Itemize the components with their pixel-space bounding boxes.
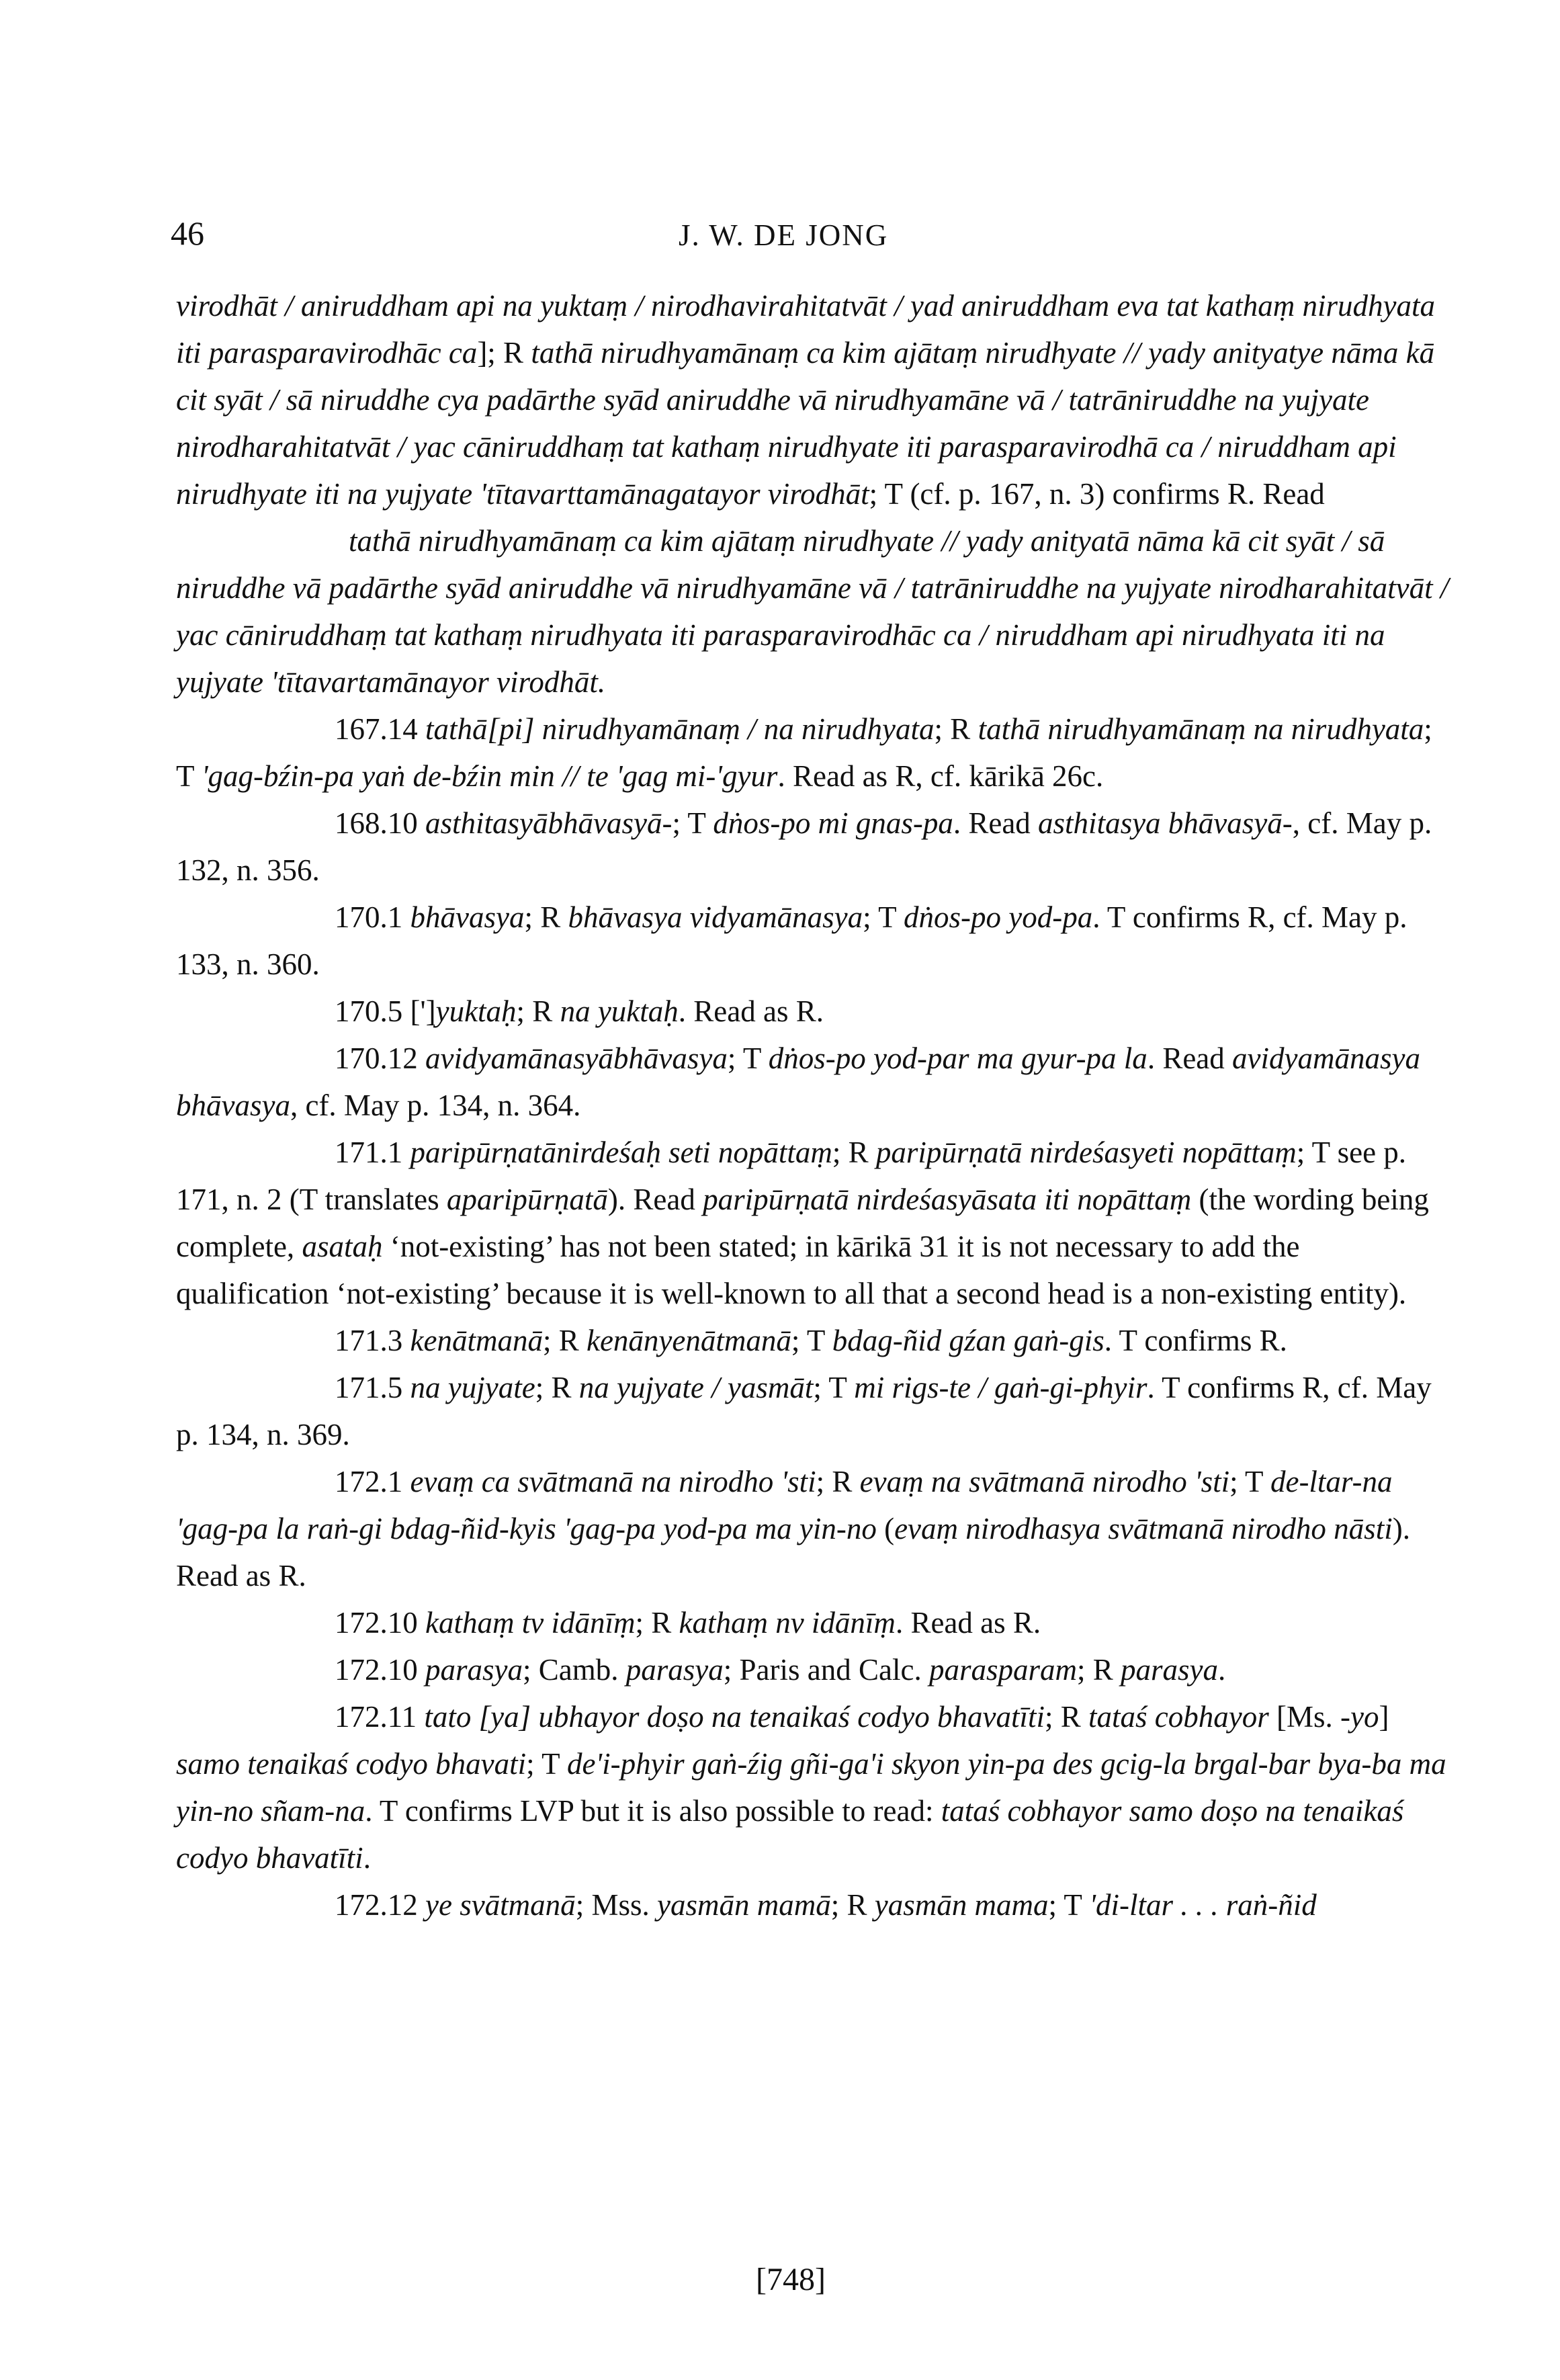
text-italic: na yujyate — [410, 1371, 535, 1404]
text: ]; R — [477, 336, 531, 370]
note-reference: 172.11 — [335, 1700, 417, 1734]
text-italic: bhāvasya — [410, 900, 525, 934]
text: ; R — [832, 1136, 876, 1169]
text-italic: de'i-phyir gaṅ-źig gñi-ga'i skyon yin-pa des gcig-la brgal-bar bya-ba ma yin-no sñam-na — [176, 1747, 1446, 1828]
text: . T confirms LVP but it is also possible to read: — [365, 1794, 941, 1828]
text: , cf. May p. 134, n. 364. — [290, 1089, 581, 1122]
text-italic: kenānyenātmanā — [586, 1324, 791, 1357]
text: ; R — [1077, 1653, 1121, 1687]
note-entry — [176, 1881, 1453, 1928]
text-italic: paripūrṇatā nirdeśasyāsata iti nopāttaṃ — [703, 1183, 1192, 1216]
text: ; R — [635, 1606, 679, 1640]
text: ; Paris and Calc. — [723, 1653, 929, 1687]
text-italic: -yo — [1340, 1700, 1379, 1734]
page-number: 46 — [171, 214, 204, 252]
text: ] — [1379, 1700, 1389, 1734]
text-italic: dṅos-po yod-pa — [904, 900, 1093, 934]
paragraph-reading — [176, 517, 1453, 706]
note-entry — [176, 1364, 1453, 1458]
text-italic: paripūrṇatā nirdeśasyeti nopāttaṃ — [875, 1136, 1297, 1169]
text: ; T — [727, 1042, 769, 1075]
text: ; T — [1229, 1465, 1270, 1498]
text-italic: tathā nirudhyamānaṃ ca kim ajātaṃ nirudhyate // yady anityatā nāma kā cit syāt / sā niruddhe vā padārthe syād aniruddhe vā nirudhyamāne vā / tatrāniruddhe na yujyate nirodharahitatvāt / yac cāniruddhaṃ tat kathaṃ nirudhyata iti parasparavirodhāc ca / niruddham api nirudhyata iti na yujyate 'tītavartamānayor virodhāt. — [176, 524, 1449, 699]
text-italic: dṅos-po mi gnas-pa — [713, 806, 953, 840]
text-italic: tataś cobhayor — [1088, 1700, 1269, 1734]
text-italic: yasmān mamā — [656, 1888, 831, 1922]
text: ). Read — [607, 1183, 703, 1216]
note-reference: 171.1 — [335, 1136, 403, 1169]
text-italic: parasparam — [928, 1653, 1077, 1687]
note-entry — [176, 1458, 1453, 1599]
text-italic: kenātmanā — [410, 1324, 543, 1357]
text-italic: parasya — [425, 1653, 523, 1687]
text: ; T — [813, 1371, 855, 1404]
text: . T confirms R, cf. May p. 133, n. 360. — [176, 900, 1407, 981]
text-italic: tataś cobhayor samo doṣo na tenaikaś codyo bhavatīti — [176, 1794, 1404, 1875]
text-italic: evaṃ na svātmanā nirodho 'sti — [859, 1465, 1230, 1498]
note-reference: 170.12 — [335, 1042, 418, 1075]
text-italic: 'gag-bźin-pa yaṅ de-bźin min // te 'gag mi-'gyur — [201, 759, 778, 793]
text-italic: kathaṃ nv idānīṃ — [679, 1606, 896, 1640]
note-entry — [176, 1646, 1453, 1693]
text-italic: tato [ya] ubhayor doṣo na tenaikaś codyo bhavatīti — [424, 1700, 1045, 1734]
text: ). Read as R. — [176, 1512, 1410, 1592]
text: . — [363, 1841, 371, 1875]
text-italic: aparipūrṇatā — [446, 1183, 608, 1216]
text-italic: parasya — [625, 1653, 724, 1687]
text-italic: asthitasyābhāvasyā- — [425, 806, 673, 840]
text-italic: na yujyate / yasmāt — [578, 1371, 814, 1404]
text-italic: tathā nirudhyamānaṃ na nirudhyata — [978, 712, 1424, 746]
text-italic: yuktaḥ — [435, 994, 517, 1028]
note-reference: 171.3 — [335, 1324, 403, 1357]
note-entry — [176, 706, 1453, 800]
text-italic: tathā — [425, 712, 488, 746]
text-italic: kathaṃ tv idānīṃ — [425, 1606, 636, 1640]
text: ; R — [524, 900, 568, 934]
text: ; R — [535, 1371, 579, 1404]
text: ; R — [816, 1465, 860, 1498]
text: . Read — [953, 806, 1039, 840]
text-italic: paripūrṇatānirdeśaḥ seti nopāttaṃ — [410, 1136, 832, 1169]
text: ; Mss. — [575, 1888, 657, 1922]
text: ; R — [1045, 1700, 1089, 1734]
running-head: J. W. DE JONG — [679, 218, 889, 252]
text: ; R — [830, 1888, 875, 1922]
text-italic: mi rigs-te / gaṅ-gi-phyir — [854, 1371, 1147, 1404]
note-entry — [176, 1035, 1453, 1129]
text-italic: asthitasya bhāvasyā- — [1038, 806, 1293, 840]
text: . Read as R. — [895, 1606, 1041, 1640]
text: ; T — [863, 900, 904, 934]
text-italic: de-ltar-na 'gag-pa la raṅ-gi bdag-ñid-kyis 'gag-pa yod-pa ma yin-no — [176, 1465, 1393, 1545]
note-reference: 172.10 — [335, 1653, 418, 1687]
text-italic: [pi] — [487, 712, 535, 746]
note-reference: 171.5 — [335, 1371, 403, 1404]
text: ; T see p. 171, n. 2 (T translates — [176, 1136, 1407, 1216]
note-entry — [176, 1317, 1453, 1364]
text-italic: 'di-ltar . . . raṅ-ñid — [1089, 1888, 1317, 1922]
note-entry — [176, 1693, 1453, 1881]
note-reference: 172.12 — [335, 1888, 418, 1922]
text-italic: avidyamānasya bhāvasya — [176, 1042, 1420, 1122]
note-reference: 170.1 — [335, 900, 403, 934]
text-italic: bhāvasya vidyamānasya — [568, 900, 863, 934]
text-italic: avidyamānasyābhāvasya — [425, 1042, 728, 1075]
page-footer-number: [748] — [756, 2262, 826, 2297]
text: ; T — [672, 806, 713, 840]
text-italic: virodhāt / aniruddham api na yuktaṃ / nirodhavirahitatvāt / yad aniruddham eva tat kathaṃ nirudhyata iti parasparavirodhāc ca — [176, 289, 1436, 370]
text-italic: samo tenaikaś codyo bhavati — [176, 1747, 527, 1781]
text-italic: na yuktaḥ — [560, 994, 679, 1028]
text-italic: evaṃ ca svātmanā na nirodho 'sti — [410, 1465, 816, 1498]
text-italic: nirudhyamānaṃ / na nirudhyata — [534, 712, 935, 746]
note-entry — [176, 800, 1453, 894]
text-italic: parasya — [1121, 1653, 1219, 1687]
note-reference: 168.10 — [335, 806, 418, 840]
text: ['] — [410, 994, 436, 1028]
text-italic: ye svātmanā — [425, 1888, 576, 1922]
text: ( — [876, 1512, 895, 1545]
text: ; T — [791, 1324, 832, 1357]
note-reference: 167.14 — [335, 712, 418, 746]
note-entry — [176, 894, 1453, 988]
text: ; T — [526, 1747, 568, 1781]
note-entry — [176, 1129, 1453, 1317]
text-italic: evaṃ nirodhasya svātmanā nirodho nāsti — [894, 1512, 1393, 1545]
note-entry — [176, 1599, 1453, 1646]
text: ; T (cf. p. 167, n. 3) confirms R. Read — [869, 477, 1325, 511]
text: ; R — [934, 712, 978, 746]
text: . — [1218, 1653, 1226, 1687]
text: (the wording being complete, — [176, 1183, 1429, 1263]
body-text — [176, 282, 1453, 1928]
text-italic: asataḥ — [302, 1230, 383, 1263]
text: . T confirms R, cf. May p. 134, n. 369. — [176, 1371, 1432, 1451]
note-entry — [176, 988, 1453, 1035]
text: . Read — [1147, 1042, 1233, 1075]
text-italic: tathā nirudhyamānaṃ ca kim ajātaṃ nirudhyate // yady anityatye nāma kā cit syāt / sā niruddhe cya padārthe syād aniruddhe vā nirudhyamāne vā / tatrāniruddhe na yujyate nirodharahitatvāt / yac cāniruddhaṃ tat kathaṃ nirudhyate iti parasparavirodhā ca / niruddham api nirudhyate iti na yujyate 'tītavarttamānagatayor virodhāt — [176, 336, 1435, 511]
text: , cf. May p. 132, n. 356. — [176, 806, 1432, 887]
text-italic: dṅos-po yod-par ma gyur-pa la — [768, 1042, 1147, 1075]
text: ; Camb. — [523, 1653, 626, 1687]
paragraph-continued — [176, 282, 1453, 517]
note-reference: 172.1 — [335, 1465, 403, 1498]
text: . Read as R, cf. kārikā 26c. — [777, 759, 1104, 793]
text: . Read as R. — [678, 994, 824, 1028]
text-italic: yasmān mama — [874, 1888, 1049, 1922]
text-italic: bdag-ñid gźan gaṅ-gis — [832, 1324, 1104, 1357]
note-reference: 170.5 — [335, 994, 403, 1028]
text: ; T — [176, 712, 1432, 793]
text: ; R — [516, 994, 560, 1028]
text: ; T — [1048, 1888, 1090, 1922]
text: [Ms. — [1268, 1700, 1341, 1734]
text: ‘not-existing’ has not been stated; in kārikā 31 it is not necessary to add the qualification ‘not-existing’ because it is well-known to all that a second head is a non-existing entity). — [176, 1230, 1407, 1310]
text: ; R — [542, 1324, 587, 1357]
text: . T confirms R. — [1104, 1324, 1287, 1357]
note-reference: 172.10 — [335, 1606, 418, 1640]
